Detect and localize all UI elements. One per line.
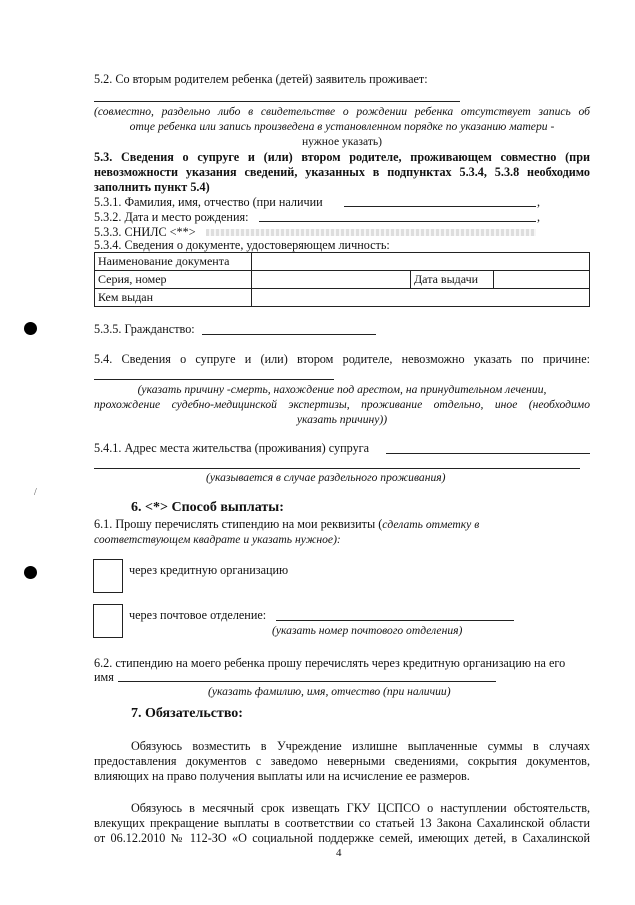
s52-fill-line[interactable] (94, 101, 460, 102)
scan-mark: / (34, 487, 37, 498)
s532-comma: , (537, 210, 541, 224)
s54-label: 5.4. Сведения о супруге и (или) втором родителе, невозможно указать по причине: (94, 352, 590, 366)
s541-hint: (указывается в случае раздельного проживания) (206, 471, 446, 484)
doc-series-cell[interactable] (252, 271, 411, 289)
s7-p1-line1: Обязуюсь возместить в Учреждение излишне выплаченные суммы в случаях (131, 739, 590, 753)
doc-series-label: Серия, номер (95, 271, 252, 289)
s52-hint-line2: отце ребенка или запись произведена в установленном порядке по указанию матери - (129, 120, 555, 133)
s533-faint-text (206, 229, 536, 236)
document-table (94, 252, 590, 307)
s62-hint: (указать фамилию, имя, отчество (при наличии) (208, 685, 451, 698)
binder-hole-bottom (24, 566, 37, 579)
s541-fill-line1[interactable] (386, 453, 590, 454)
s52-hint-line1: (совместно, раздельно либо в свидетельстве о рождении ребенка отсутствует запись об (94, 105, 590, 118)
doc-issuer-label: Кем выдан (95, 289, 252, 307)
s531-label: 5.3.1. Фамилия, имя, отчество (при наличии (94, 195, 323, 209)
s533-label: 5.3.3. СНИЛС <**> (94, 225, 196, 239)
s531-comma: , (537, 195, 541, 209)
s61-hint-b: соответствующем квадрате и указать нужное): (94, 533, 341, 546)
doc-issuer-cell[interactable] (252, 289, 590, 307)
s532-label: 5.3.2. Дата и место рождения: (94, 210, 249, 224)
binder-hole-top (24, 322, 37, 335)
s535-label: 5.3.5. Гражданство: (94, 322, 195, 336)
s7-p2-line1: Обязуюсь в месячный срок извещать ГКУ ЦСПСО о наступлении обстоятельств, (131, 801, 590, 815)
s6-title: 6. <*> Способ выплаты: (131, 500, 284, 515)
post-option-label: через почтовое отделение: (129, 608, 267, 622)
s53-heading-line1: 5.3. Сведения о супруге и (или) втором родителе, проживающем совместно (при (94, 150, 590, 164)
s532-fill-line[interactable] (259, 221, 536, 222)
s61-text: 6.1. Прошу перечислять стипендию на мои реквизиты ( (94, 517, 383, 531)
s54-fill-line[interactable] (94, 379, 334, 380)
s53-heading-line2: невозможности указания сведений, указанных в подпунктах 5.3.4, 5.3.8 необходимо (94, 165, 590, 179)
bank-option-label: через кредитную организацию (129, 563, 289, 577)
doc-date-label: Дата выдачи (411, 271, 494, 289)
post-option-checkbox[interactable] (93, 604, 123, 638)
doc-name-label: Наименование документа (95, 253, 252, 271)
s62-name-label: имя (94, 670, 114, 684)
s541-label: 5.4.1. Адрес места жительства (проживания) супруга (94, 441, 370, 455)
s534-label: 5.3.4. Сведения о документе, удостоверяющем личность: (94, 238, 390, 252)
s61-hint-a: сделать отметку в (382, 518, 480, 531)
s7-p2-line2: влекущих прекращение выплаты в соответствии со статьей 13 Закона Сахалинской области (94, 816, 590, 830)
post-office-fill-line[interactable] (276, 620, 514, 621)
s52-label: 5.2. Со вторым родителем ребенка (детей) заявитель проживает: (94, 72, 428, 86)
s62-fill-line[interactable] (118, 681, 496, 682)
doc-name-cell[interactable] (252, 253, 590, 271)
page-number: 4 (336, 847, 342, 859)
s535-fill-line[interactable] (202, 334, 376, 335)
s7-p1-line3: влияющих на право получения выплаты или на исчисление ее размеров. (94, 769, 470, 783)
s54-hint-line1: (указать причину -смерть, нахождение под арестом, на принудительном лечении, (137, 383, 547, 396)
s7-p2-line3: от 06.12.2010 № 112-ЗО «О социальной поддержке семей, имеющих детей, в Сахалинской (94, 831, 590, 845)
s53-heading-line3: заполнить пункт 5.4) (94, 180, 210, 194)
s541-fill-line2[interactable] (94, 468, 580, 469)
s7-p1-line2: предоставления документов с заведомо неверными сведениями, сокрытия документов, (94, 754, 590, 768)
s54-hint-line2: прохождение судебно-медицинской экспертизы, проживание отдельно, иное (необходимо (94, 398, 590, 411)
bank-option-checkbox[interactable] (93, 559, 123, 593)
s7-title: 7. Обязательство: (131, 706, 243, 721)
s62-line1: 6.2. стипендию на моего ребенка прошу перечислять через кредитную организацию на его (94, 656, 566, 670)
s531-fill-line[interactable] (344, 206, 536, 207)
doc-date-cell[interactable] (494, 271, 590, 289)
s61-line1 (94, 517, 479, 532)
s52-hint-line3: нужное указать) (301, 135, 383, 148)
s54-hint-line3: указать причину)) (296, 413, 388, 426)
post-office-hint: (указать номер почтового отделения) (272, 624, 463, 637)
